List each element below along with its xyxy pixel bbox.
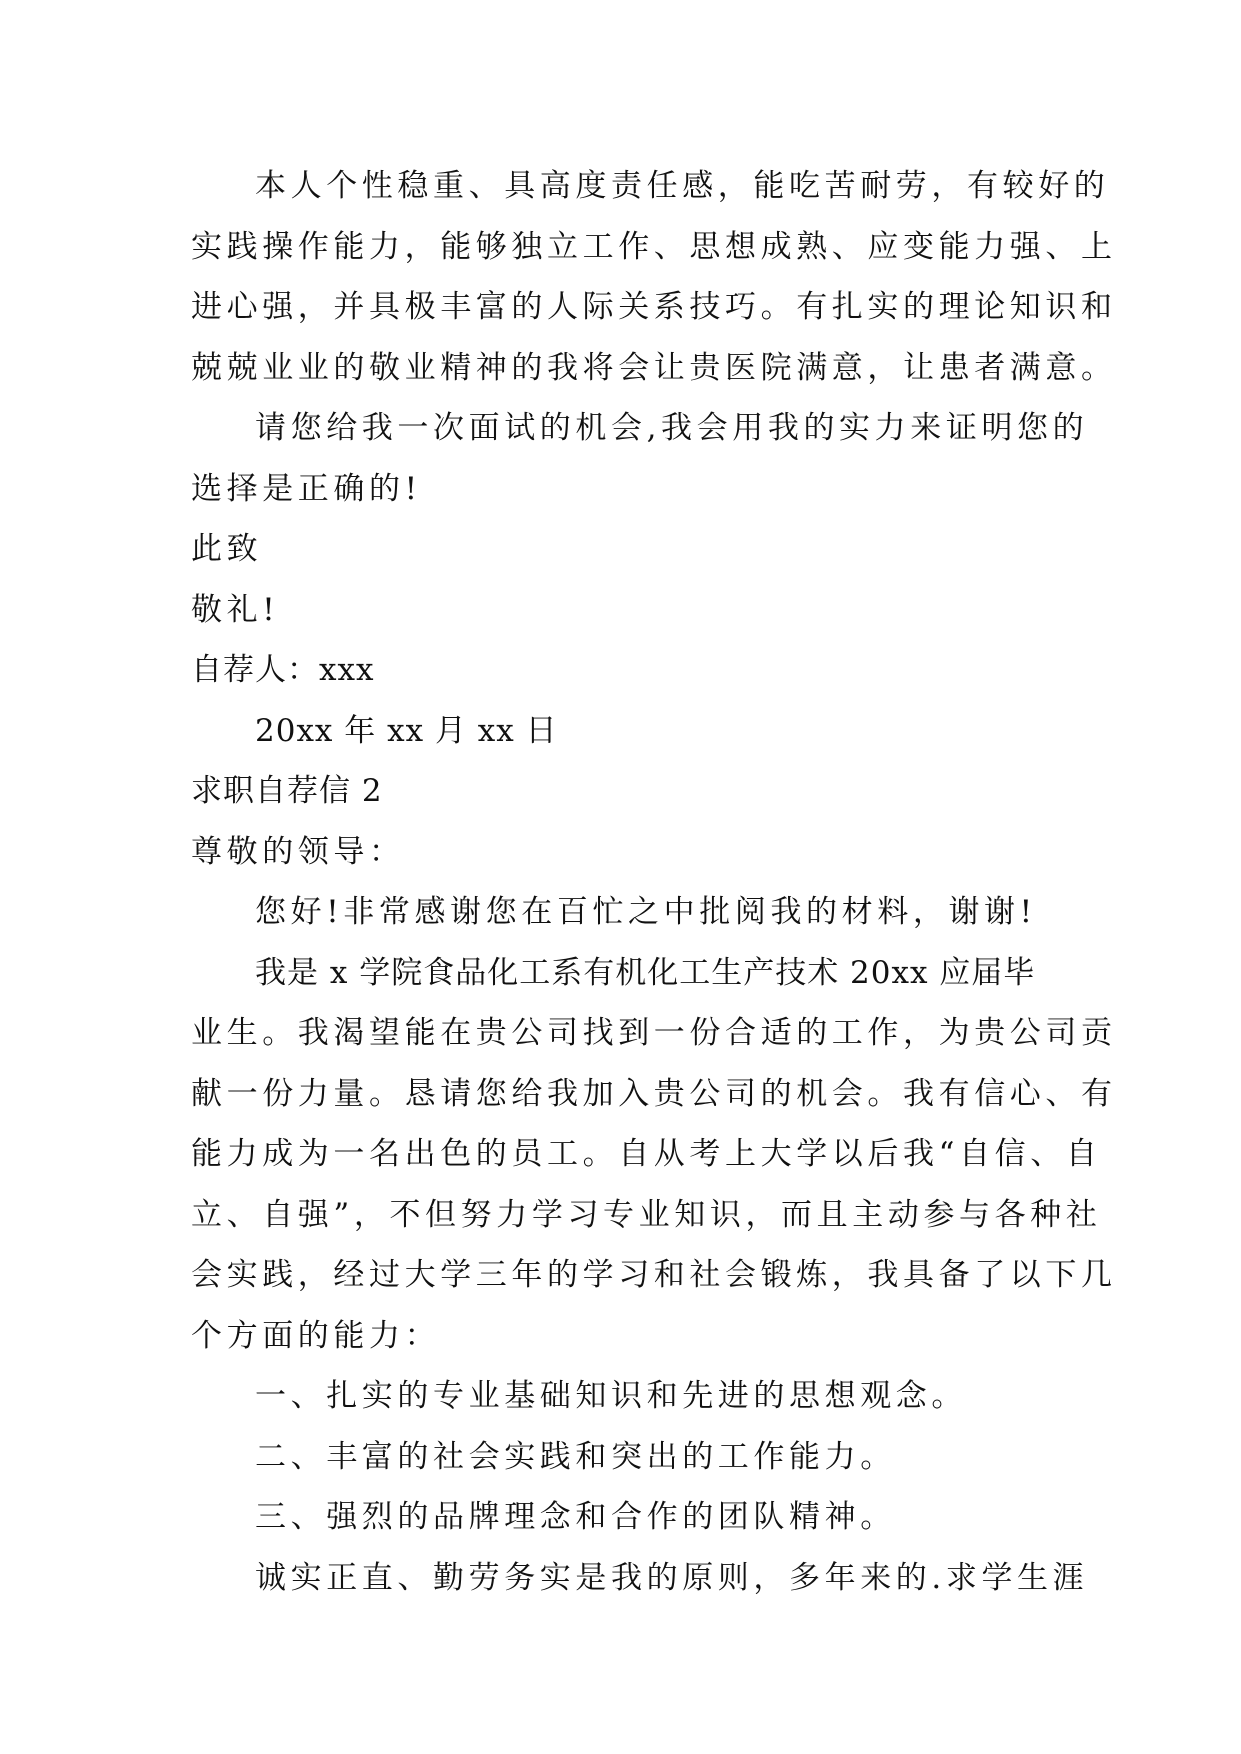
list-item: 二、丰富的社会实践和突出的工作能力。 [255, 1438, 896, 1475]
text-line: 诚实正直、勤劳务实是我的原则，多年来的.求学生涯 [255, 1559, 1089, 1596]
date-line: 20xx 年 xx 月 xx 日 [255, 712, 558, 749]
text-line: 兢兢业业的敬业精神的我将会让贵医院满意，让患者满意。 [191, 349, 1117, 386]
closing-respect: 敬礼! [191, 591, 280, 628]
greeting: 尊敬的领导： [191, 833, 405, 870]
list-item: 一、扎实的专业基础知识和先进的思想观念。 [255, 1378, 967, 1414]
text-line: 实践操作能力，能够独立工作、思想成熟、应变能力强、上 [191, 228, 1117, 265]
text-line: 请您给我一次面试的机会,我会用我的实力来证明您的 [255, 410, 1089, 446]
text-line: 个方面的能力： [191, 1317, 441, 1354]
text-line: 您好!非常感谢您在百忙之中批阅我的材料，谢谢! [255, 894, 1037, 930]
document-body [191, 156, 1117, 1608]
signature-line: 自荐人：xxx [191, 652, 375, 688]
letter-title: 求职自荐信 2 [191, 773, 383, 809]
text-line: 我是 x 学院食品化工系有机化工生产技术 20xx 应届毕 [255, 954, 1036, 991]
text-line: 本人个性稳重、具高度责任感，能吃苦耐劳，有较好的 [255, 168, 1110, 204]
closing-salutation: 此致 [191, 531, 263, 567]
text-line: 进心强，并具极丰富的人际关系技巧。有扎实的理论知识和 [191, 289, 1117, 325]
text-line: 能力成为一名出色的员工。自从考上大学以后我“自信、自 [191, 1136, 1102, 1172]
text-line: 业生。我渴望能在贵公司找到一份合适的工作，为贵公司贡 [191, 1015, 1117, 1051]
text-line: 会实践，经过大学三年的学习和社会锻炼，我具备了以下几 [191, 1257, 1117, 1293]
list-item: 三、强烈的品牌理念和合作的团队精神。 [255, 1499, 896, 1535]
text-line: 献一份力量。恳请您给我加入贵公司的机会。我有信心、有 [191, 1075, 1117, 1112]
text-line: 立、自强”，不但努力学习专业知识，而且主动参与各种社 [191, 1196, 1102, 1233]
text-line: 选择是正确的! [191, 470, 422, 507]
